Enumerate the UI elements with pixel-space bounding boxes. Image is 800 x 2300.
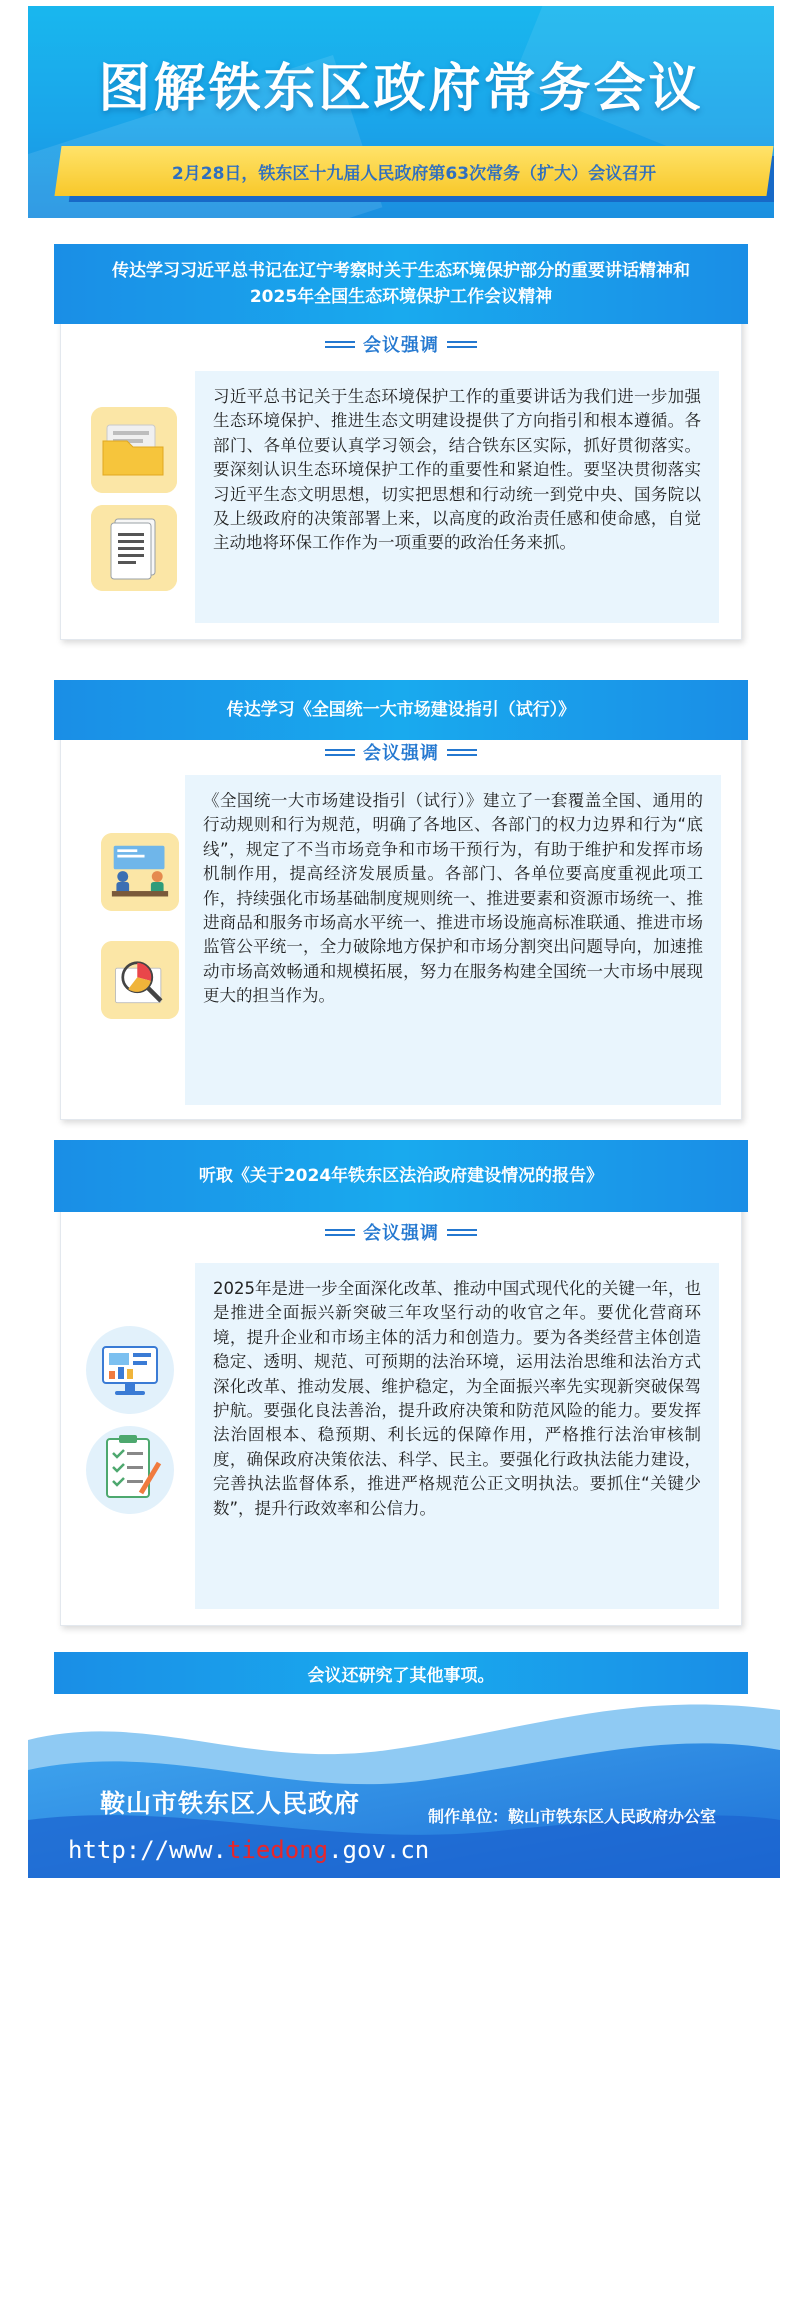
emphasis-heading xyxy=(61,331,741,357)
subtitle-strip xyxy=(54,146,773,196)
section-1-body: 习近平总书记关于生态环境保护工作的重要讲话为我们进一步加强生态环境保护、推进生态文明建设提供了方向指引和根本遵循。各部门、各单位要认真学习领会，结合铁东区实际，抓好贯彻落实。要深刻认识生态环境保护工作的重要性和紧迫性。要坚决贯彻落实习近平生态文明思想，切实把思想和行动统一到党中央、国务院以及上级政府的决策部署上来，以高度的政治责任感和使命感，自觉主动地将环保工作作为一项重要的政治任务来抓。 xyxy=(195,371,719,623)
section-3-title: 听取《关于2024年铁东区法治政府建设情况的报告》 xyxy=(54,1140,748,1212)
government-name: 鞍山市铁东区人民政府 xyxy=(100,1789,361,1818)
meeting-icon xyxy=(101,833,179,911)
checklist-icon xyxy=(83,1423,177,1517)
other-matters-bar: 会议还研究了其他事项。 xyxy=(54,1652,748,1694)
decor-lines-right xyxy=(447,341,477,348)
emphasis-label: 会议强调 xyxy=(363,1223,439,1244)
emphasis-heading xyxy=(61,739,741,765)
section-2-title: 传达学习《全国统一大市场建设指引（试行）》 xyxy=(54,680,748,740)
producer-credit: 制作单位：鞍山市铁东区人民政府办公室 xyxy=(428,1807,717,1826)
section-1-card xyxy=(60,308,742,640)
analysis-icon xyxy=(101,941,179,1019)
section-3-card xyxy=(60,1196,742,1626)
decor-lines-right xyxy=(447,749,477,756)
url-highlight: tiedong xyxy=(226,1836,329,1864)
meeting-date-subtitle: 2月28日，铁东区十九届人民政府第63次常务（扩大）会议召开 xyxy=(171,163,657,184)
dashboard-icon xyxy=(83,1323,177,1417)
emphasis-label: 会议强调 xyxy=(363,743,439,764)
section-2-card xyxy=(60,722,742,1120)
section-1-title: 传达学习习近平总书记在辽宁考察时关于生态环境保护部分的重要讲话精神和2025年全国生态环境保护工作会议精神 xyxy=(54,244,748,324)
emphasis-heading xyxy=(61,1219,741,1245)
government-website-link[interactable] xyxy=(68,1836,429,1864)
page-title: 图解铁东区政府常务会议 xyxy=(98,59,704,119)
footer xyxy=(28,1700,780,1878)
url-suffix: .gov.cn xyxy=(328,1836,430,1864)
header-banner xyxy=(28,6,774,218)
document-icon xyxy=(91,505,177,591)
section-3-body: 2025年是进一步全面深化改革、推动中国式现代化的关键一年，也是推进全面振兴新突破三年攻坚行动的收官之年。要优化营商环境，提升企业和市场主体的活力和创造力。要为各类经营主体创造稳定、透明、规范、可预期的法治环境，运用法治思维和法治方式深化改革、推动发展、维护稳定，为全面振兴率先实现新突破保驾护航。要强化良法善治，提升政府决策和防范风险的能力。要发挥法治固根本、稳预期、利长远的保障作用，严格推行法治审核制度，确保政府决策依法、科学、民主。要强化行政执法能力建设，完善执法监督体系，推进严格规范公正文明执法。要抓住“关键少数”，提升行政效率和公信力。 xyxy=(195,1263,719,1609)
decor-lines-left xyxy=(325,1229,355,1236)
emphasis-label: 会议强调 xyxy=(363,335,439,356)
url-prefix: http://www. xyxy=(68,1836,227,1864)
folder-icon xyxy=(91,407,177,493)
section-2-body: 《全国统一大市场建设指引（试行）》建立了一套覆盖全国、通用的行动规则和行为规范，明确了各地区、各部门的权力边界和行为“底线”，规定了不当市场竞争和市场干预行为，有助于维护和发挥市场机制作用，提高经济发展质量。各部门、各单位要高度重视此项工作，持续强化市场基础制度规则统一、推进要素和资源市场统一、推进商品和服务市场高水平统一、推进市场设施高标准联通、推进市场监管公平统一，全力破除地方保护和市场分割突出问题导向，加速推动市场高效畅通和规模拓展，努力在服务构建全国统一大市场中展现更大的担当作为。 xyxy=(185,775,721,1105)
decor-lines-right xyxy=(447,1229,477,1236)
decor-lines-left xyxy=(325,341,355,348)
decor-lines-left xyxy=(325,749,355,756)
